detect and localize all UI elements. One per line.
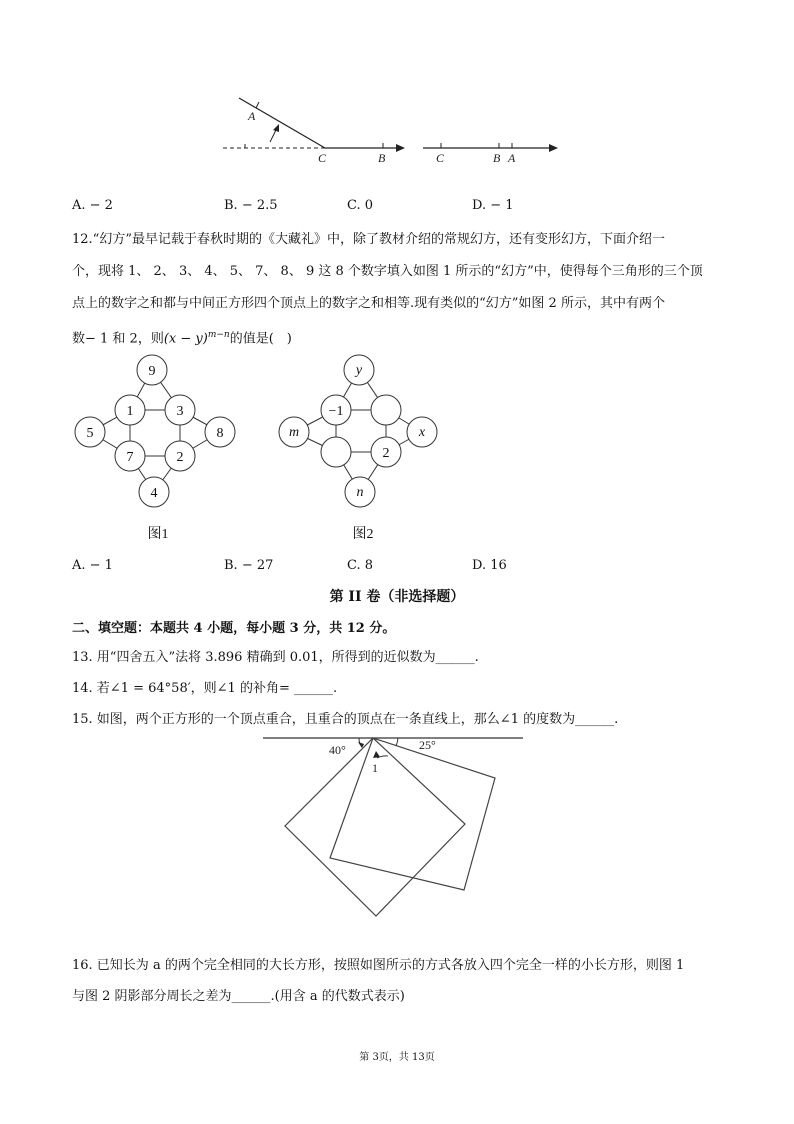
q11-figure	[215, 90, 570, 170]
fig1-top: 9	[148, 364, 156, 379]
q15-angle-right: 25°	[419, 738, 436, 752]
fig1-left: 5	[86, 426, 94, 441]
q12-line-4-prefix: 数− 1 和 2，则	[72, 331, 164, 347]
q11-option-d: D. − 1	[472, 198, 514, 213]
q12-exponent: m−n	[207, 330, 230, 340]
q12-option-b: B. − 27	[224, 558, 274, 573]
q15-figure	[255, 730, 535, 930]
q12-expression: (x − y)	[163, 331, 208, 347]
fig1-caption: 图1	[147, 527, 169, 542]
fig1-top-right: 3	[176, 404, 184, 419]
q12-line-2: 个，现将 1、 2、 3、 4、 5、 7、 8、 9 这 8 个数字填入如图 1 所示的“幻方”中，使得每个三角形的三个顶	[72, 264, 703, 279]
q15-text: 15. 如图，两个正方形的一个顶点重合，且重合的顶点在一条直线上，那么∠1 的度数为______.	[72, 712, 619, 727]
q11-label-c: C	[318, 151, 327, 165]
fig2-right: x	[418, 425, 426, 440]
fig2-top: y	[355, 363, 363, 378]
q12-line-1: 12.“幻方”最早记载于春秋时期的《大藏礼》中，除了教材介绍的常规幻方，还有变形幻方，下面介绍一	[72, 232, 665, 247]
fig2-top-left: −1	[328, 404, 344, 419]
section-title: 第 II 卷（非选择题）	[329, 589, 465, 605]
fig1-top-left: 1	[126, 404, 134, 419]
q11-option-c: C. 0	[347, 198, 374, 213]
square-right	[330, 738, 495, 890]
q11-option-b: B. − 2.5	[224, 198, 278, 213]
q12-line-4-suffix: 的值是( )	[229, 331, 292, 347]
q12-option-d: D. 16	[472, 558, 507, 573]
fig2-bottom-right: 2	[382, 446, 390, 461]
page-footer: 第 3页，共 13页	[359, 1052, 435, 1063]
q11-right-label-b: B	[493, 151, 501, 165]
q14-text: 14. 若∠1 = 64°58′，则∠1 的补角= ______.	[72, 681, 338, 696]
q12-figures	[70, 350, 450, 550]
fig2-left: m	[288, 425, 300, 440]
q12-line-3: 点上的数字之和都与中间正方形四个顶点上的数字之和相等.现有类似的“幻方”如图 2 所示，其中有两个	[72, 296, 665, 311]
q11-label-a: A	[248, 109, 256, 123]
fig1-bottom-left: 7	[126, 450, 134, 465]
q12-option-a: A. − 1	[72, 558, 113, 573]
q16-line-2: 与图 2 阴影部分周长之差为______.(用含 a 的代数式表示)	[72, 989, 405, 1004]
q15-angle-left: 40°	[329, 743, 346, 757]
q12-line-4	[72, 325, 292, 349]
q15-angle-1: 1	[372, 761, 378, 775]
fig1-bottom-right: 2	[176, 450, 184, 465]
q11-right-figure	[423, 143, 558, 165]
fig2-bottom: n	[356, 485, 364, 500]
q11-right-label-c: C	[436, 151, 445, 165]
q12-option-c: C. 8	[347, 558, 374, 573]
q11-label-b: B	[378, 151, 386, 165]
q11-right-label-a: A	[508, 151, 516, 165]
q13-text: 13. 用“四舍五入”法将 3.896 精确到 0.01，所得到的近似数为______.	[72, 650, 479, 665]
fig2-caption: 图2	[352, 527, 374, 542]
fig1-right: 8	[216, 426, 224, 441]
section-heading: 二、填空题：本题共 4 小题，每小题 3 分，共 12 分。	[72, 621, 396, 636]
q16-line-1: 16. 已知长为 a 的两个完全相同的大长方形，按照如图所示的方式各放入四个完全一样的小长方形，则图 1	[72, 958, 685, 973]
q11-left-figure	[223, 98, 405, 165]
fig1-bottom: 4	[150, 486, 158, 501]
q11-option-a: A. − 2	[72, 198, 113, 213]
